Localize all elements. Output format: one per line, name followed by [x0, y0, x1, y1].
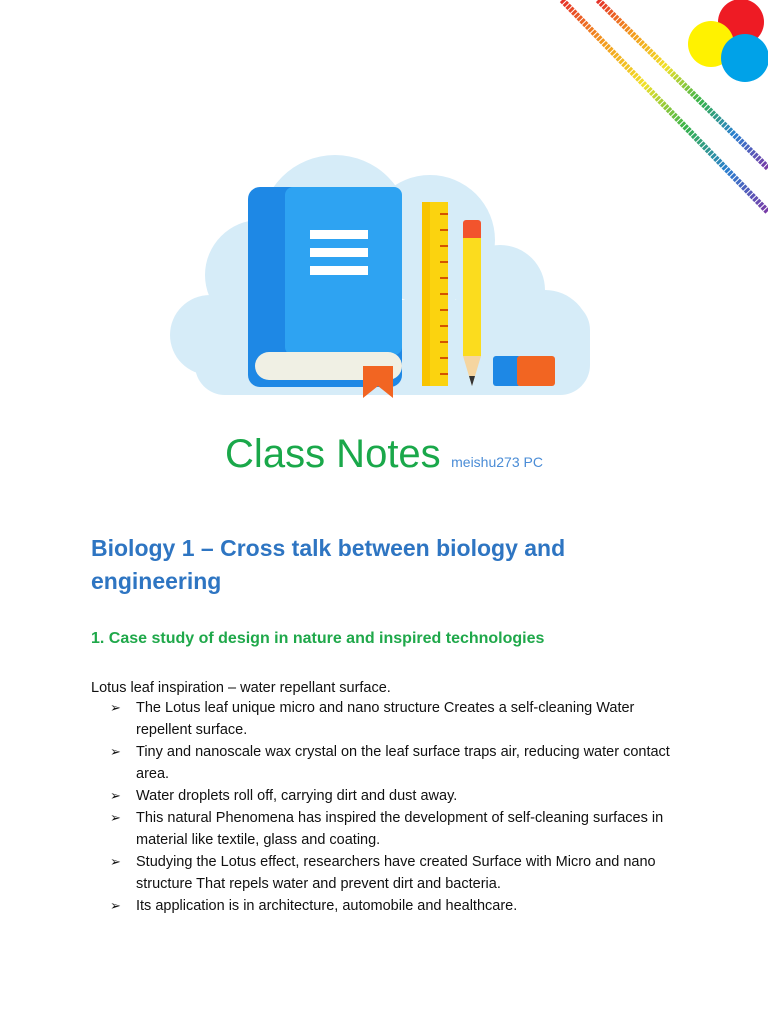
arrowhead-bullet-icon: ➢	[110, 700, 121, 715]
list-item: ➢ Tiny and nanoscale wax crystal on the leaf surface traps air, reducing water contact area.	[110, 741, 690, 785]
list-item: ➢ Studying the Lotus effect, researchers have created Surface with Micro and nano structure That repels water and prevent dirt and bacteria.	[110, 851, 690, 895]
book-illustration-icon	[160, 150, 600, 410]
arrowhead-bullet-icon: ➢	[110, 854, 121, 869]
list-item: ➢ This natural Phenomena has inspired the development of self-cleaning surfaces in material like textile, glass and coating.	[110, 807, 690, 851]
page-title: Class Notes	[225, 432, 441, 476]
pencil-icon	[463, 220, 481, 386]
arrowhead-bullet-icon: ➢	[110, 788, 121, 803]
intro-text: Lotus leaf inspiration – water repellant surface.	[91, 680, 391, 696]
subsection-heading: 1. Case study of design in nature and inspired technologies	[91, 630, 545, 647]
section-heading: Biology 1 – Cross talk between biology and engineering	[91, 535, 566, 594]
author-tag: meishu273 PC	[451, 454, 543, 470]
document-title	[0, 432, 768, 477]
ruler-icon	[422, 202, 448, 386]
eraser-icon	[493, 356, 555, 386]
arrowhead-bullet-icon: ➢	[110, 744, 121, 759]
arrowhead-bullet-icon: ➢	[110, 810, 121, 825]
list-item: ➢ The Lotus leaf unique micro and nano structure Creates a self-cleaning Water repellent surface.	[110, 697, 690, 741]
list-item: ➢ Water droplets roll off, carrying dirt and dust away.	[110, 785, 690, 807]
arrowhead-bullet-icon: ➢	[110, 898, 121, 913]
book-icon	[248, 187, 402, 398]
list-item: ➢ Its application is in architecture, automobile and healthcare.	[110, 895, 690, 917]
blue-circle-icon	[721, 34, 768, 82]
bullet-list	[110, 697, 690, 917]
